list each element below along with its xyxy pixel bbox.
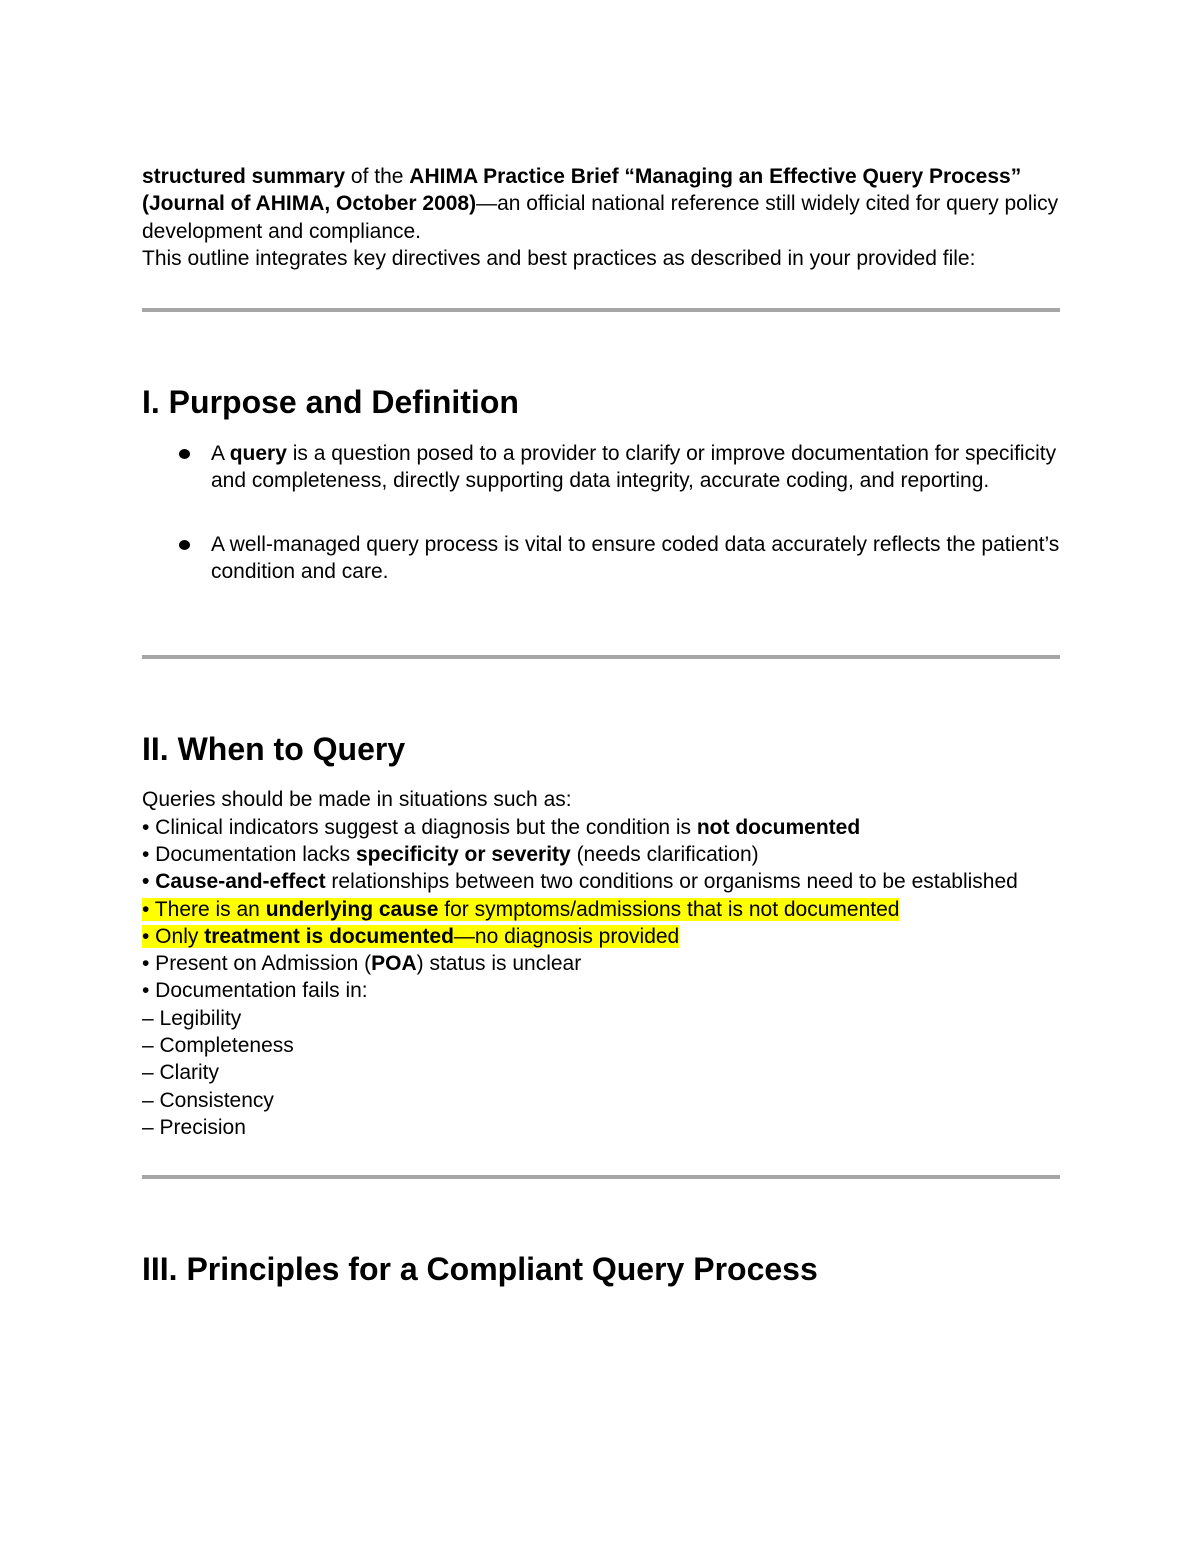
list-item: – Precision <box>142 1115 246 1139</box>
bullet-dot-icon <box>179 449 190 459</box>
list-item: • Documentation fails in: <box>142 979 368 1003</box>
intro-bold-source: AHIMA Practice Brief “Managing an Effective Query Process” (Journal of AHIMA, October 2008) <box>142 165 1022 216</box>
intro-text: of the <box>345 165 410 188</box>
list-item: • Cause-and-effect relationships between two conditions or organisms need to be established <box>142 870 1018 894</box>
intro-text-2: —an official national reference still widely cited for query policy development and compliance. <box>142 192 1059 243</box>
section-heading-when-to-query: II. When to Query <box>142 731 406 768</box>
list-item: – Clarity <box>142 1061 220 1085</box>
intro-paragraph <box>142 163 1060 245</box>
intro-outline-note: This outline integrates key directives and best practices as described in your provided file: <box>142 246 976 270</box>
intro-bold-term: structured summary <box>142 165 346 188</box>
list-item <box>142 440 1060 495</box>
bullet-text: A well-managed query process is vital to ensure coded data accurately reflects the patient’s condition and care. <box>211 532 1060 584</box>
document-page <box>142 163 1060 1289</box>
bullet-text: A <box>211 442 230 466</box>
section-heading-principles: III. Principles for a Compliant Query Process <box>142 1251 818 1288</box>
bullet-text: is a question posed to a provider to clarify or improve documentation for specificity and completeness, directly supporting data integrity, accurate coding, and reporting. <box>211 442 1057 493</box>
list-item: – Legibility <box>142 1006 242 1030</box>
when-to-query-block <box>142 786 1060 1141</box>
list-item: • Clinical indicators suggest a diagnosis but the condition is not documented <box>142 815 861 839</box>
when-lead: Queries should be made in situations such as: <box>142 788 572 812</box>
list-item <box>142 531 1060 586</box>
bullet-dot-icon <box>179 540 190 550</box>
list-item: • Present on Admission (POA) status is unclear <box>142 952 582 976</box>
list-item-highlighted: • There is an underlying cause for symptoms/admissions that is not documented <box>142 897 900 921</box>
purpose-bullet-list-2 <box>142 531 1060 586</box>
list-item: – Consistency <box>142 1088 274 1112</box>
section-heading-purpose: I. Purpose and Definition <box>142 384 519 421</box>
list-item: • Documentation lacks specificity or severity (needs clarification) <box>142 842 759 866</box>
list-item-highlighted: • Only treatment is documented—no diagnosis provided <box>142 924 680 948</box>
purpose-bullet-list <box>142 440 1060 495</box>
bullet-bold: query <box>229 442 287 466</box>
list-item: – Completeness <box>142 1034 294 1058</box>
